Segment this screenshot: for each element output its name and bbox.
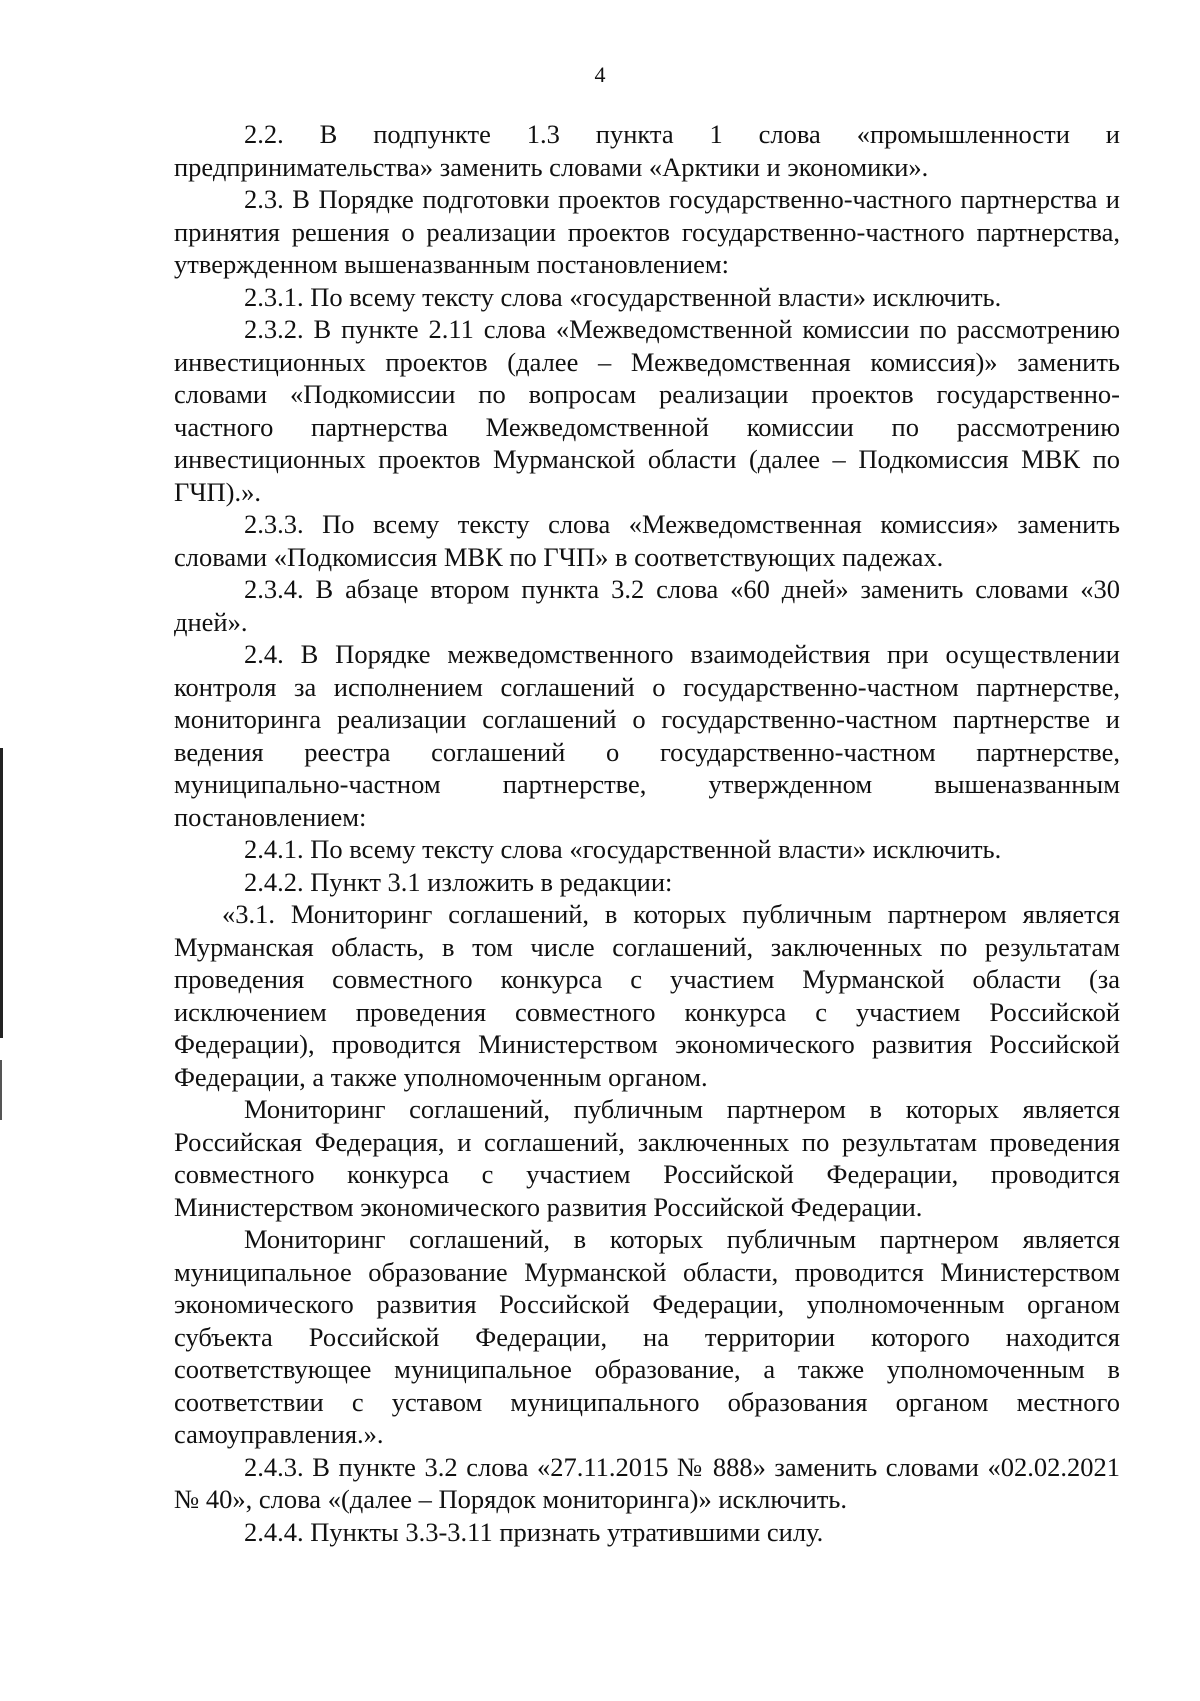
paragraph-2-2: 2.2. В подпункте 1.3 пункта 1 слова «промышленности и предпринимательства» заменить словами «Арктики и экономики».: [174, 119, 1120, 182]
paragraph-2-3: 2.3. В Порядке подготовки проектов государственно-частного партнерства и принятия решения о реализации проектов государственно-частного партнерства, утвержденном вышеназванным постановлением:: [174, 184, 1120, 279]
paragraph-3-1-quote: «3.1. Мониторинг соглашений, в которых публичным партнером является Мурманская область, в том числе соглашений, заключенных по результатам проведения совместного конкурса с участием Мурманской области (за исключением проведения совместного конкурса с участием Российской Федерации), проводится Министерством экономического развития Российской Федерации, а также уполномоченным органом.: [174, 899, 1120, 1092]
scan-edge-mark: [0, 748, 3, 1038]
paragraph-2-4-3: 2.4.3. В пункте 3.2 слова «27.11.2015 № 888» заменить словами «02.02.2021 № 40», слова «(далее – Порядок мониторинга)» исключить.: [174, 1451, 1120, 1514]
paragraph-2-3-1: 2.3.1. По всему тексту слова «государственной власти» исключить.: [244, 281, 1002, 312]
page-number: 4: [594, 62, 606, 87]
scan-edge-mark: [0, 1060, 2, 1120]
paragraph-2-3-4: 2.3.4. В абзаце втором пункта 3.2 слова «60 дней» заменить словами «30 дней».: [174, 574, 1120, 637]
paragraph-monitoring-municipal: Мониторинг соглашений, в которых публичным партнером является муниципальное образование Мурманской области, проводится Министерством экономического развития Российской Федерации, уполномоченным органом субъекта Российской Федерации, на территории которого находится соответствующее муниципальное образование, а также уполномоченным в соответствии с уставом муниципального образования органом местного самоуправления.».: [174, 1224, 1120, 1449]
paragraph-monitoring-federation: Мониторинг соглашений, публичным партнером в которых является Российская Федерация, и соглашений, заключенных по результатам проведения совместного конкурса с участием Российской Федерации, проводится Министерством экономического развития Российской Федерации.: [174, 1094, 1120, 1222]
paragraph-2-4-2: 2.4.2. Пункт 3.1 изложить в редакции:: [244, 866, 673, 897]
paragraph-2-3-3: 2.3.3. По всему тексту слова «Межведомственная комиссия» заменить словами «Подкомиссия МВК по ГЧП» в соответствующих падежах.: [174, 509, 1120, 572]
paragraph-2-4-4: 2.4.4. Пункты 3.3-3.11 признать утратившими силу.: [244, 1516, 824, 1547]
paragraph-2-4: 2.4. В Порядке межведомственного взаимодействия при осуществлении контроля за исполнением соглашений о государственно-частном партнерстве, мониторинга реализации соглашений о государственно-частном партнерстве и ведения реестра соглашений о государственно-частном партнерстве, муниципально-частном партнерстве, утвержденном вышеназванным постановлением:: [174, 639, 1120, 832]
document-body: [174, 118, 1120, 1548]
paragraph-2-4-1: 2.4.1. По всему тексту слова «государственной власти» исключить.: [244, 834, 1002, 864]
paragraph-2-3-2: 2.3.2. В пункте 2.11 слова «Межведомственной комиссии по рассмотрению инвестиционных проектов (далее – Межведомственная комиссия)» заменить словами «Подкомиссии по вопросам реализации проектов государственно-частного партнерства Межведомственной комиссии по рассмотрению инвестиционных проектов Мурманской области (далее – Подкомиссия МВК по ГЧП).».: [174, 314, 1120, 507]
